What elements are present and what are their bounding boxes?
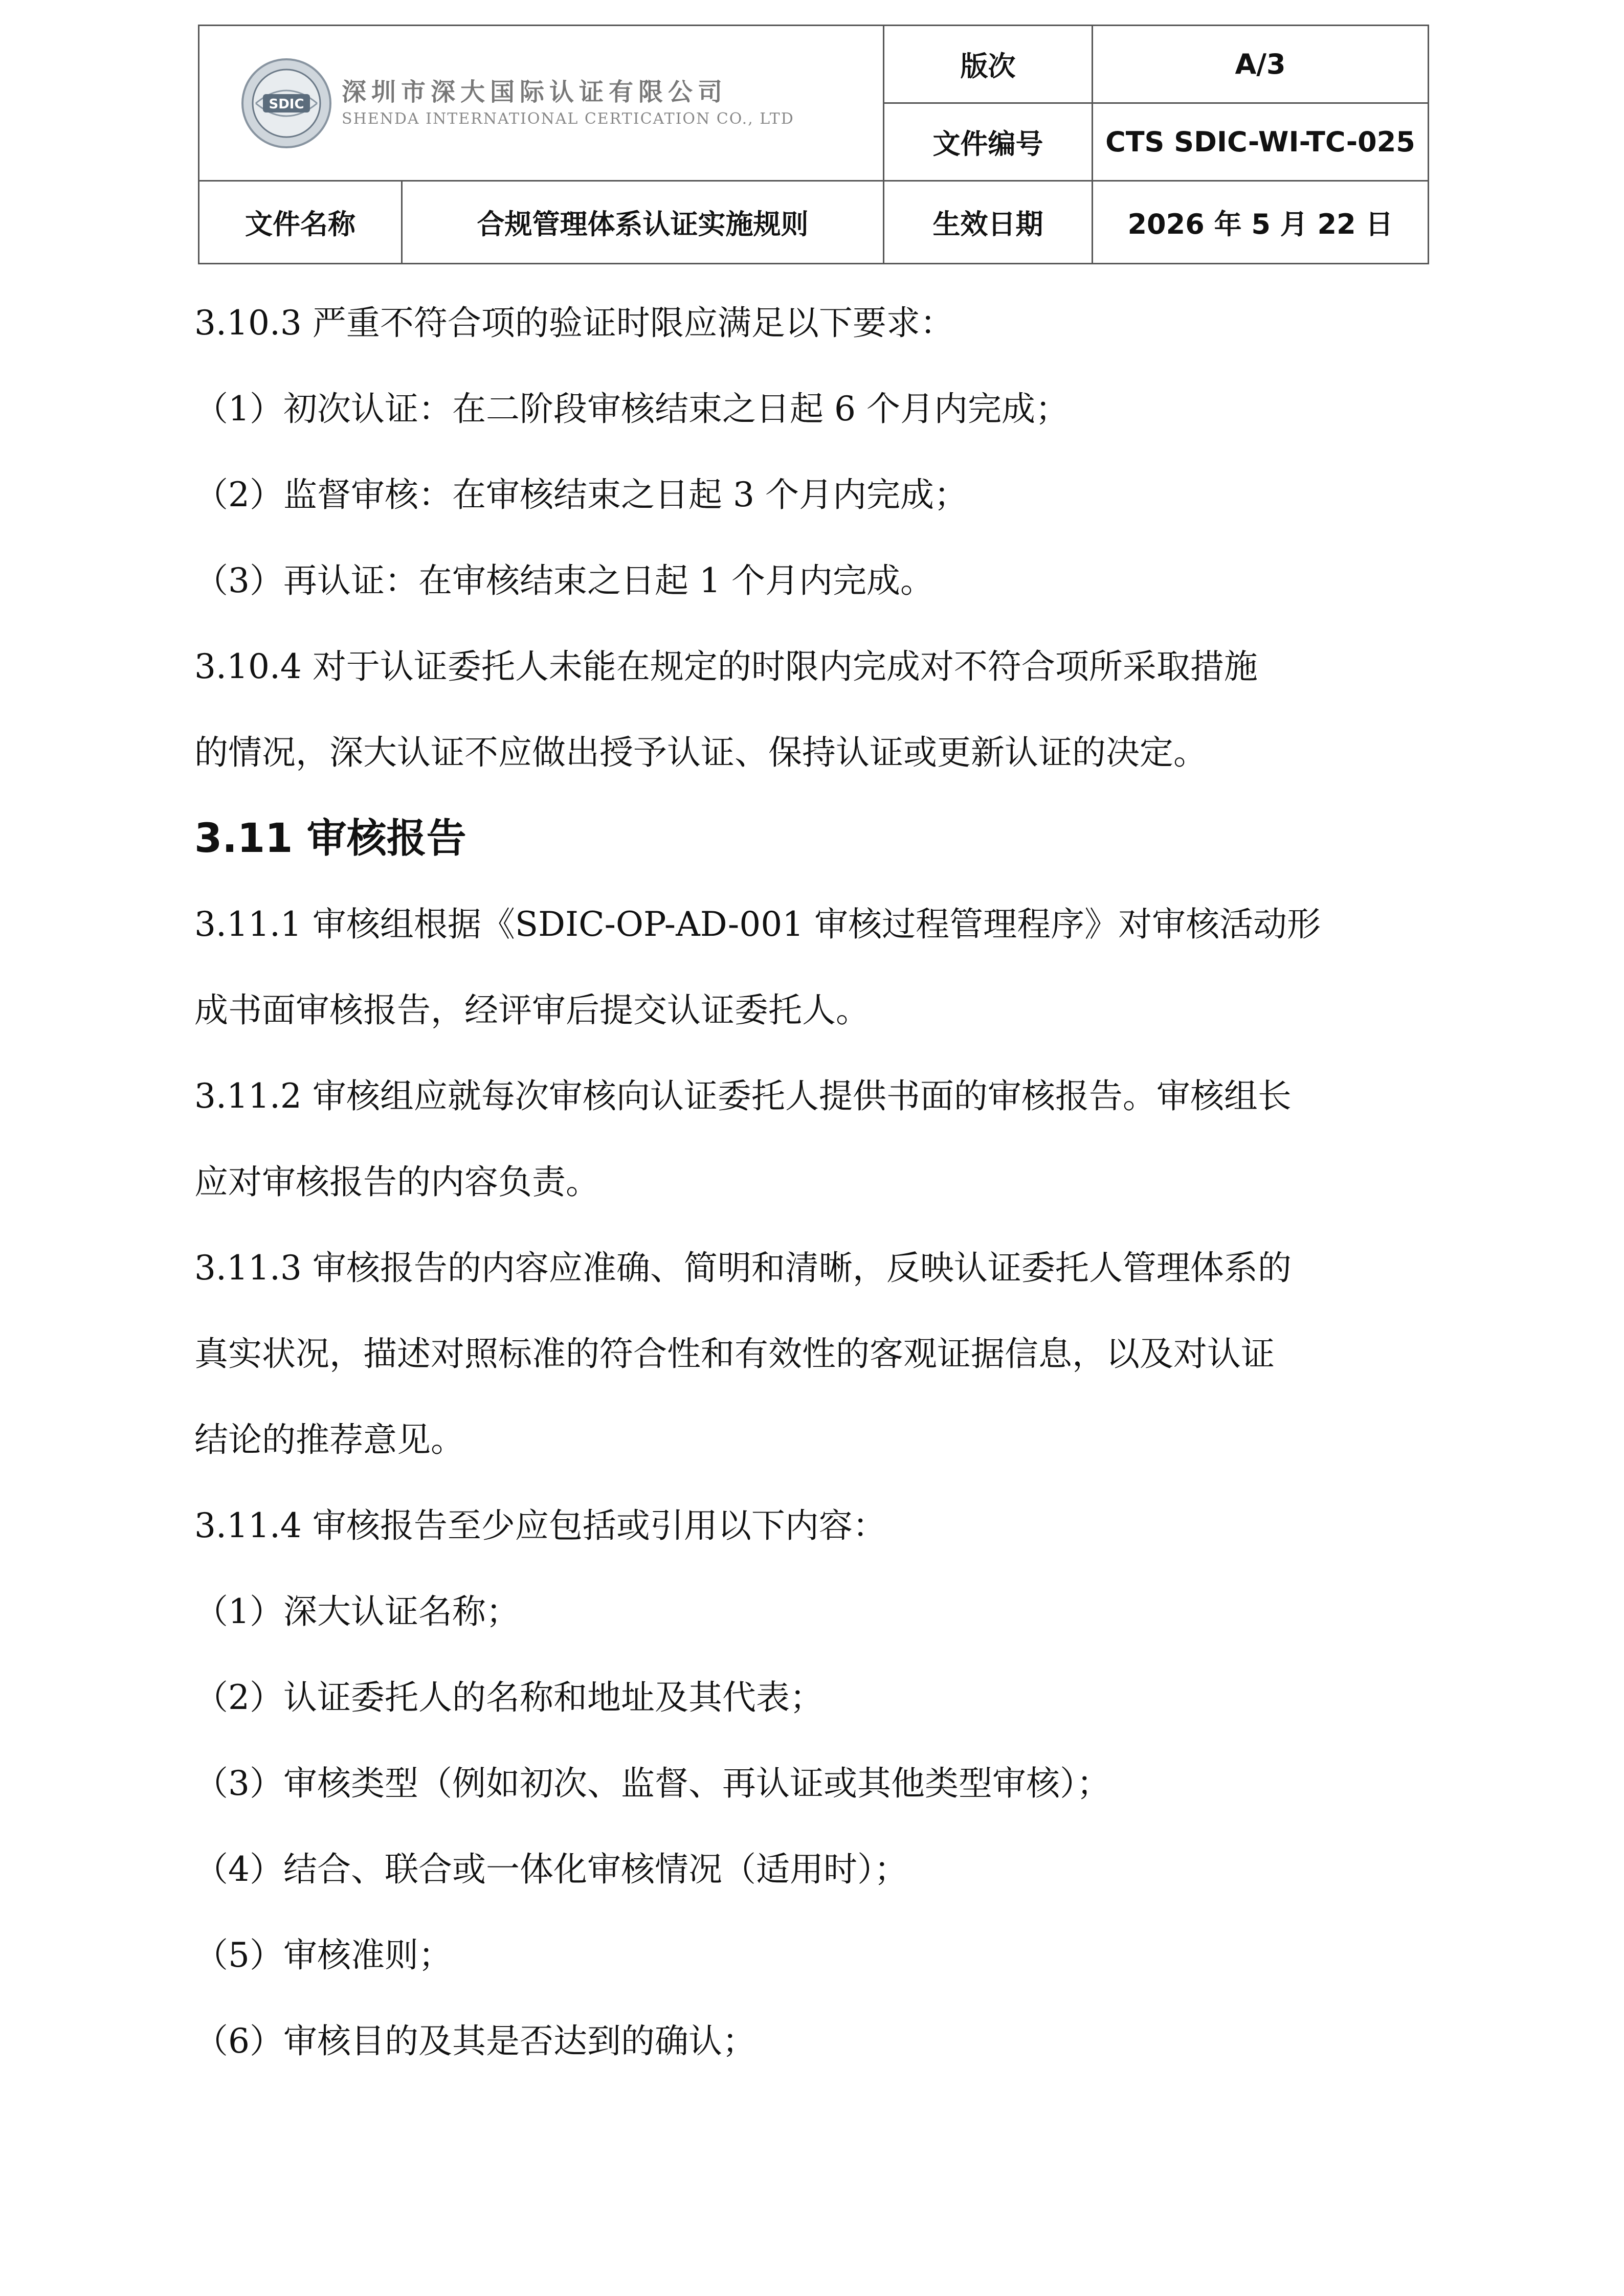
text-line: （1）初次认证：在二阶段审核结束之日起 6 个月内完成； (194, 389, 1069, 429)
effective-date-value: 2026 年 5 月 22 日 (1093, 181, 1429, 264)
text-line: 真实状况，描述对照标准的符合性和有效性的客观证据信息，以及对认证 (194, 1334, 1275, 1374)
doc-name-label: 文件名称 (199, 181, 402, 264)
document-header-table (198, 25, 1429, 264)
list-item: （2）认证委托人的名称和地址及其代表； (194, 1678, 824, 1717)
section-heading: 3.11 审核报告 (194, 816, 466, 862)
text-line: 3.10.3 严重不符合项的验证时限应满足以下要求： (194, 303, 954, 343)
list-item: （6）审核目的及其是否达到的确认； (194, 2021, 756, 2061)
text-line: 结论的推荐意见。 (194, 1420, 464, 1459)
company-name-en: SHENDA INTERNATIONAL CERTICATION CO., LTD (342, 109, 794, 128)
effective-date-label: 生效日期 (884, 181, 1093, 264)
doc-number-label: 文件编号 (884, 103, 1093, 181)
text-line: 3.11.4 审核报告至少应包括或引用以下内容： (194, 1506, 886, 1545)
list-item: （5）审核准则； (194, 1935, 452, 1975)
text-line: 3.10.4 对于认证委托人未能在规定的时限内完成对不符合项所采取措施 (194, 647, 1258, 686)
list-item: （1）深大认证名称； (194, 1592, 520, 1631)
text-line: （3）再认证：在审核结束之日起 1 个月内完成。 (194, 561, 934, 600)
version-label: 版次 (884, 26, 1093, 103)
doc-name-value: 合规管理体系认证实施规则 (402, 181, 884, 264)
text-line: 3.11.2 审核组应就每次审核向认证委托人提供书面的审核报告。审核组长 (194, 1076, 1292, 1116)
company-name-cn: 深圳市深大国际认证有限公司 (342, 77, 728, 106)
text-line: 应对审核报告的内容负责。 (194, 1162, 599, 1202)
list-item: （4）结合、联合或一体化审核情况（适用时）； (194, 1850, 908, 1889)
text-line: 成书面审核报告，经评审后提交认证委托人。 (194, 991, 870, 1030)
list-item: （3）审核类型（例如初次、监督、再认证或其他类型审核）； (194, 1764, 1110, 1803)
version-value: A/3 (1093, 26, 1429, 103)
doc-number-value: CTS SDIC-WI-TC-025 (1093, 103, 1429, 181)
text-line: （2）监督审核：在审核结束之日起 3 个月内完成； (194, 475, 968, 514)
text-line: 3.11.3 审核报告的内容应准确、简明和清晰，反映认证委托人管理体系的 (194, 1248, 1292, 1288)
company-logo-block (199, 26, 884, 181)
svg-text:SDIC: SDIC (269, 96, 304, 112)
company-seal-icon (240, 57, 332, 149)
text-line: 的情况，深大认证不应做出授予认证、保持认证或更新认证的决定。 (194, 733, 1207, 772)
text-line: 3.11.1 审核组根据《SDIC-OP-AD-001 审核过程管理程序》对审核活动形 (194, 905, 1321, 944)
document-body (194, 280, 1442, 2084)
